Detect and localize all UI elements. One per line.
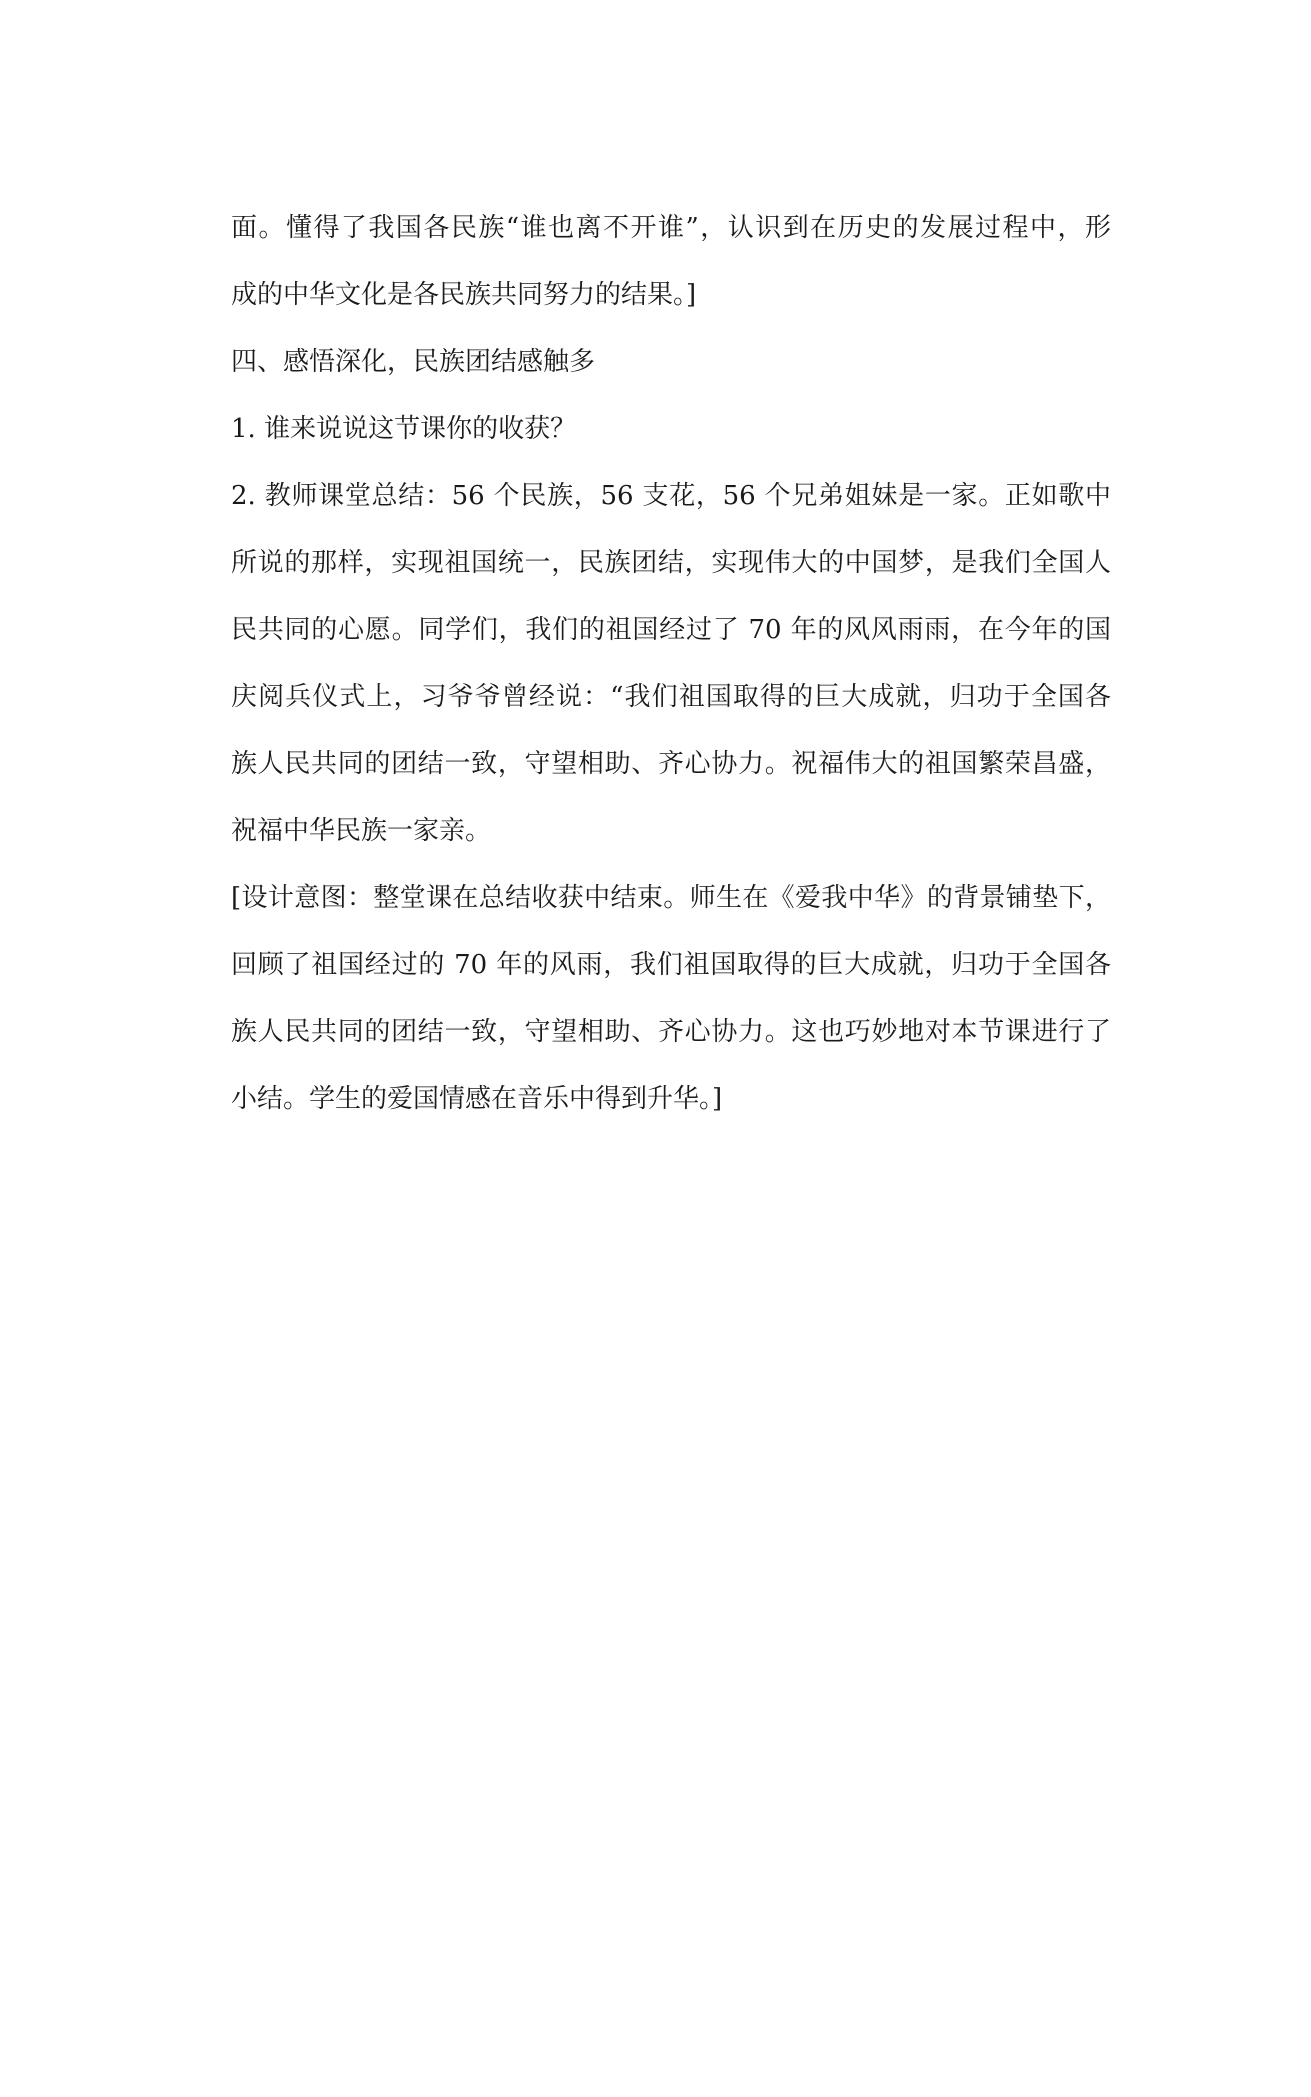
section-heading: 四、感悟深化，民族团结感触多	[231, 347, 596, 377]
paragraph-line: 民共同的心愿。同学们，我们的祖国经过了 70 年的风风雨雨，在今年的国	[231, 615, 1111, 645]
paragraph-line: 所说的那样，实现祖国统一，民族团结，实现伟大的中国梦，是我们全国人	[231, 548, 1111, 578]
paragraph-line: 庆阅兵仪式上，习爷爷曾经说：“我们祖国取得的巨大成就，归功于全国各	[231, 682, 1111, 712]
paragraph-line: 族人民共同的团结一致，守望相助、齐心协力。祝福伟大的祖国繁荣昌盛，	[231, 749, 1111, 779]
paragraph-line: 面。懂得了我国各民族“谁也离不开谁”，认识到在历史的发展过程中，形	[231, 213, 1111, 243]
design-intent-line: 回顾了祖国经过的 70 年的风雨，我们祖国取得的巨大成就，归功于全国各	[231, 950, 1111, 980]
paragraph-line: 祝福中华民族一家亲。	[231, 816, 492, 846]
paragraph-line: 成的中华文化是各民族共同努力的结果。]	[231, 280, 697, 310]
design-intent-line: [设计意图：整堂课在总结收获中结束。师生在《爱我中华》的背景铺垫下，	[231, 883, 1111, 913]
list-item: 1. 谁来说说这节课你的收获？	[231, 414, 577, 444]
document-body	[231, 204, 1111, 1142]
list-item: 2. 教师课堂总结：56 个民族，56 支花，56 个兄弟姐妹是一家。正如歌中	[231, 481, 1111, 511]
design-intent-line: 族人民共同的团结一致，守望相助、齐心协力。这也巧妙地对本节课进行了	[231, 1017, 1111, 1047]
design-intent-line: 小结。学生的爱国情感在音乐中得到升华。]	[231, 1084, 723, 1114]
